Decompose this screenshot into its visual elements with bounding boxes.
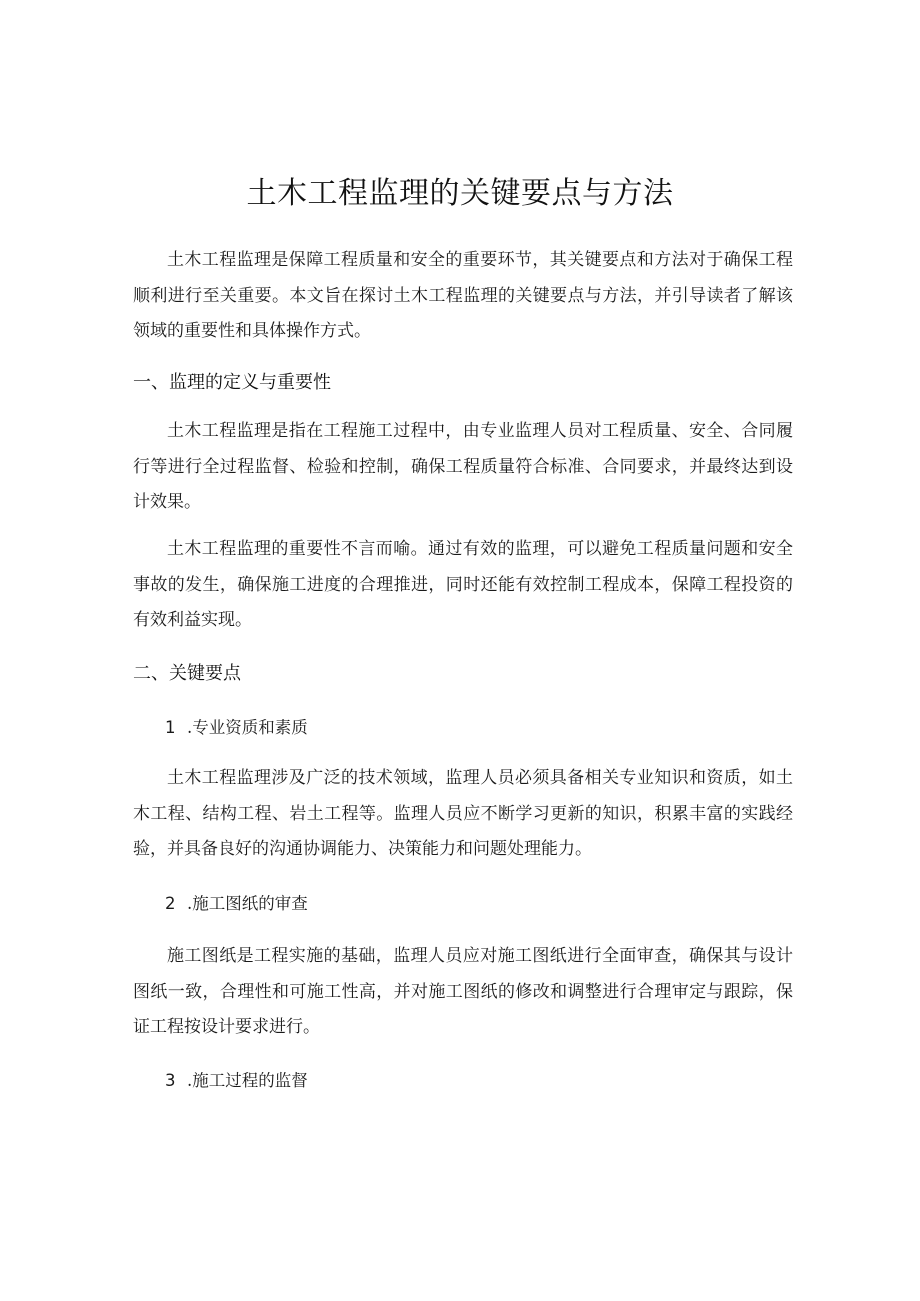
key-point-number: 2 bbox=[165, 894, 176, 913]
intro-paragraph: 土木工程监理是保障工程质量和安全的重要环节，其关键要点和方法对于确保工程顺利进行至关重要。本文旨在探讨土木工程监理的关键要点与方法，并引导读者了解该领域的重要性和具体操作方式。 bbox=[133, 250, 793, 341]
key-point-label: .专业资质和素质 bbox=[187, 718, 308, 737]
key-point-number: 3 bbox=[165, 1071, 176, 1090]
importance-paragraph: 土木工程监理的重要性不言而喻。通过有效的监理，可以避免工程质量问题和安全事故的发生，确保施工进度的合理推进，同时还能有效控制工程成本，保障工程投资的有效利益实现。 bbox=[133, 539, 793, 630]
key-point-number: 1 bbox=[165, 718, 176, 737]
key-point-label: .施工过程的监督 bbox=[187, 1071, 308, 1090]
key-point-item-2 bbox=[165, 889, 765, 919]
key-point-item-3 bbox=[165, 1066, 765, 1096]
section-heading-definition: 一、监理的定义与重要性 bbox=[133, 372, 331, 393]
qualification-paragraph: 土木工程监理涉及广泛的技术领域，监理人员必须具备相关专业知识和资质，如土木工程、结构工程、岩土工程等。监理人员应不断学习更新的知识，积累丰富的实践经验，并具备良好的沟通协调能力、决策能力和问题处理能力。 bbox=[133, 768, 793, 859]
section-heading-key-points: 二、关键要点 bbox=[133, 663, 241, 684]
drawing-review-paragraph: 施工图纸是工程实施的基础，监理人员应对施工图纸进行全面审查，确保其与设计图纸一致，合理性和可施工性高，并对施工图纸的修改和调整进行合理审定与跟踪，保证工程按设计要求进行。 bbox=[133, 946, 793, 1037]
document-title: 土木工程监理的关键要点与方法 bbox=[246, 176, 674, 211]
key-point-item-1 bbox=[165, 713, 765, 743]
key-point-label: .施工图纸的审查 bbox=[187, 894, 308, 913]
definition-paragraph: 土木工程监理是指在工程施工过程中，由专业监理人员对工程质量、安全、合同履行等进行全过程监督、检验和控制，确保工程质量符合标准、合同要求，并最终达到设计效果。 bbox=[133, 421, 793, 512]
